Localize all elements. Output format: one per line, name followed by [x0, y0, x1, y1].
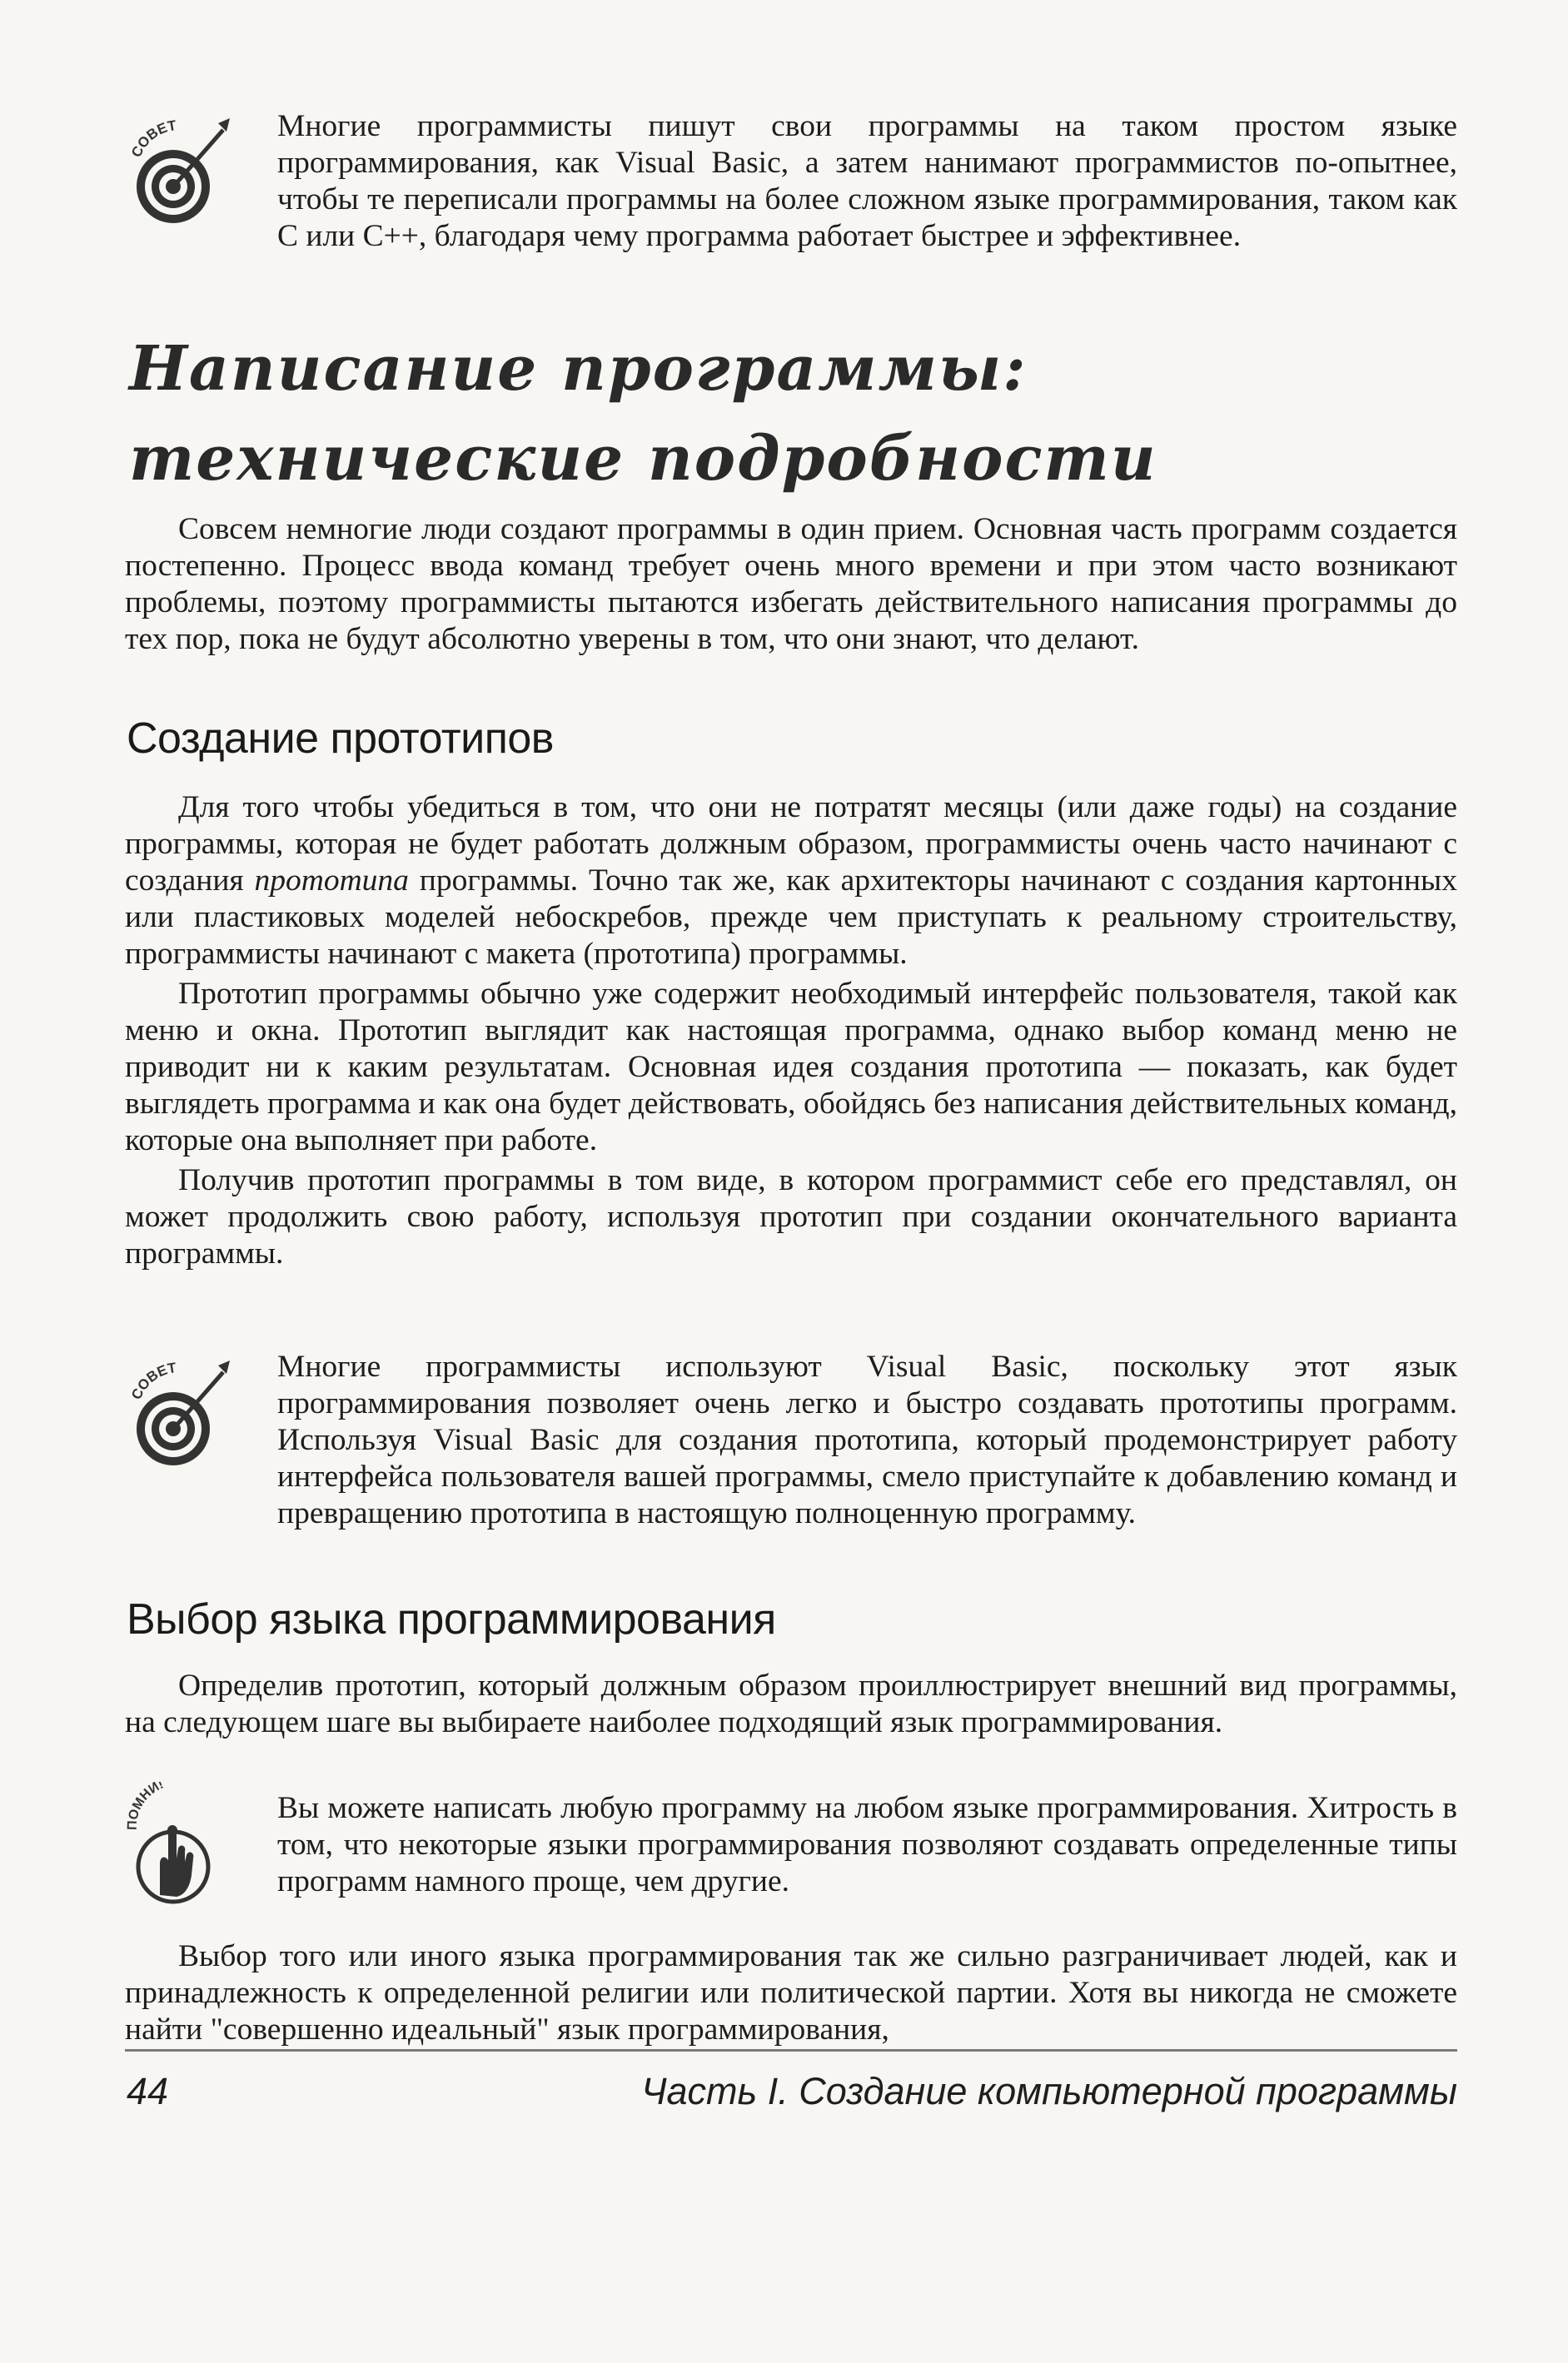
- section1-paragraph-1: Для того чтобы убедиться в том, что они не потратят месяцы (или даже годы) на создание программы, которая не будет работать должным образом, программисты очень часто начинают с создания прототипа программы. Точно так же, как архитекторы начинают с создания картонных или пластиковых моделей небоскребов, прежде чем приступать к реальному строительству, программисты начинают с макета (прототипа) программы.: [125, 790, 1457, 971]
- section1-paragraph-2: Прототип программы обычно уже содержит необходимый интерфейс пользователя, такой как меню и окна. Прототип выглядит как настоящая программа, однако выбор команд меню не приводит ни к каким результатам. Основная идея создания прототипа — показать, как будет выглядеть программа и как она будет действовать, обойдясь без написания действительных команд, которые она выполняет при работе.: [125, 977, 1457, 1157]
- tip-icon-label: СОВЕТ: [128, 1360, 178, 1402]
- section1-paragraph-3: Получив прототип программы в том виде, в котором программист себе его представлял, он может продолжить свою работу, используя прототип при создании окончательного варианта программы.: [125, 1163, 1457, 1271]
- section-title-prototypes: Создание прототипов: [127, 714, 554, 763]
- remember-text: Вы можете написать любую программу на любом языке программирования. Хитрость в том, что некоторые языки программирования позволяют создавать определенные типы программ намного проще, чем другие.: [277, 1791, 1457, 1898]
- intro-paragraph: Совсем немногие люди создают программы в один прием. Основная часть программ создается постепенно. Процесс ввода команд требует очень много времени и при этом часто возникают проблемы, поэтому программисты пытаются избегать действительного написания программы до тех пор, пока не будут абсолютно уверены в том, что они знают, что делают.: [125, 512, 1457, 656]
- footer-rule: [125, 2049, 1457, 2052]
- closing-paragraph: Выбор того или иного языка программирования так же сильно разграничивает людей, как и принадлежность к определенной религии или политической партии. Хотя вы никогда не сможете найти "совершенно идеальный" язык программирования,: [125, 1939, 1457, 2047]
- tip-text-2: Многие программисты используют Visual Basic, поскольку этот язык программирования позволяет очень легко и быстро создавать прототипы программ. Используя Visual Basic для создания прототипа, который продемонстрирует работу интерфейса пользователя вашей программы, смело приступайте к добавлению команд и превращению прототипа в настоящую полноценную программу.: [277, 1350, 1457, 1530]
- section1-body: [125, 789, 1457, 1272]
- tip-icon-label: СОВЕТ: [128, 117, 178, 160]
- remember-hand-icon: [123, 1782, 231, 1907]
- page-number: 44: [127, 2070, 169, 2112]
- main-heading-line1: Написание программы:: [129, 333, 1028, 405]
- running-title: Часть I. Создание компьютерной программы: [641, 2070, 1457, 2112]
- tip-target-icon: [117, 107, 241, 231]
- section-title-language-choice: Выбор языка программирования: [127, 1595, 776, 1644]
- section2-paragraph-1: Определив прототип, который должным образом проиллюстрирует внешний вид программы, на следующем шаге вы выбираете наиболее подходящий язык программирования.: [125, 1669, 1457, 1739]
- tip-text-1: Многие программисты пишут свои программы на таком простом языке программирования, как Visual Basic, а затем нанимают программистов по-опытнее, чтобы те переписали программы на более сложном языке программирования, таком как С или С++, благодаря чему программа работает быстрее и эффективнее.: [277, 109, 1457, 253]
- remember-icon-label: ПОМНИ!: [125, 1782, 166, 1831]
- svg-text:ПОМНИ!: [126, 1782, 166, 1830]
- main-heading-line2: технические подробности: [129, 423, 1157, 495]
- tip-target-icon: [117, 1349, 241, 1474]
